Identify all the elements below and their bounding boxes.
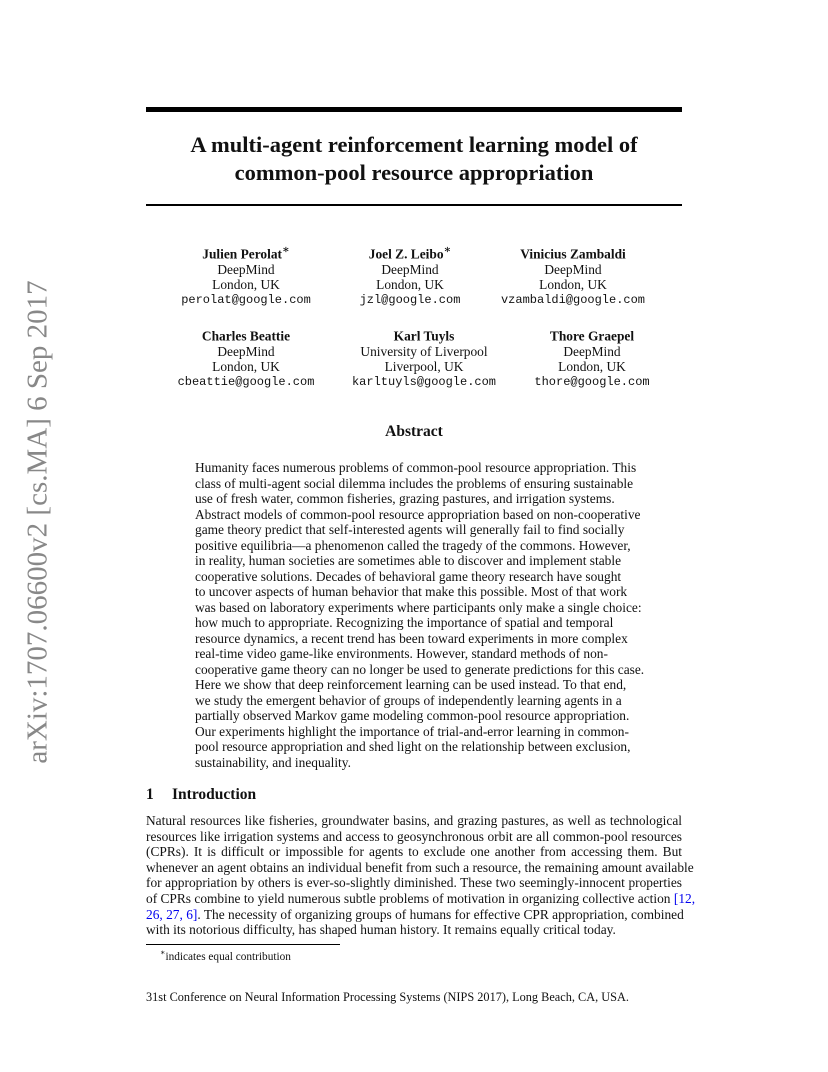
author-location: London, UK: [212, 277, 280, 293]
abstract-line: Our experiments highlight the importance of trial-and-error learning in common-: [195, 723, 629, 739]
author-block: [473, 243, 673, 308]
footnote-mark: ∗: [160, 948, 166, 957]
author-affiliation: DeepMind: [381, 261, 439, 277]
abstract-line: use of fresh water, common fisheries, grazing pastures, and irrigation systems.: [195, 491, 615, 506]
intro-text: of CPRs combine to yield numerous subtle problems of motivation in organizing collective action: [146, 890, 674, 906]
section-number: 1: [146, 786, 154, 803]
paper-title: [146, 131, 682, 187]
intro-line: for appropriation by others is ever-so-slightly diminished. These two seemingly-innocent properties: [146, 875, 682, 891]
abstract-line: cooperative game theory can no longer be used to generate predictions for this case.: [195, 661, 645, 677]
author-email[interactable]: jzl@google.com: [359, 292, 461, 307]
author-block: [146, 325, 346, 390]
footnote-text: indicates equal contribution: [165, 950, 291, 963]
abstract-line: partially observed Markov game modeling common-pool resource appropriation.: [195, 708, 630, 723]
abstract-line: Abstract models of common-pool resource appropriation based on non-cooperative: [195, 506, 641, 522]
intro-line: Natural resources like fisheries, groundwater basins, and grazing pastures, as well as technological: [146, 813, 682, 828]
footnote-rule: [146, 944, 340, 945]
author-email[interactable]: cbeattie@google.com: [177, 374, 315, 389]
author-name: Thore Graepel: [549, 328, 635, 344]
abstract-line: real-time video game-like environments. However, standard methods of non-: [195, 646, 608, 661]
author-name: Karl Tuyls: [393, 328, 455, 344]
introduction-paragraph: [146, 813, 696, 938]
author-location: Liverpool, UK: [384, 359, 464, 375]
citation-link[interactable]: [12,: [673, 890, 696, 906]
abstract-line: Humanity faces numerous problems of common-pool resource appropriation. This: [195, 460, 637, 475]
intro-line: with its notorious difficulty, has shaped human history. It remains equally critical today.: [146, 922, 616, 938]
top-rule: [146, 107, 682, 112]
author-affiliation: DeepMind: [217, 343, 275, 359]
author-email[interactable]: karltuyls@google.com: [351, 374, 497, 389]
intro-line: [146, 890, 696, 907]
intro-line: (CPRs). It is difficult or impossible for agents to exclude one another from accessing them. But: [146, 844, 682, 860]
intro-line: whenever an agent obtains an individual benefit from such a resource, the remaining amount available: [146, 859, 694, 875]
abstract-line: pool resource appropriation and shed light on the relationship between exclusion,: [195, 739, 631, 754]
conference-note: 31st Conference on Neural Information Processing Systems (NIPS 2017), Long Beach, CA, USA.: [146, 990, 629, 1004]
author-location: London, UK: [558, 359, 626, 375]
author-name: Vinicius Zambaldi: [520, 246, 626, 262]
abstract-line: class of multi-agent social dilemma includes the problems of ensuring sustainable: [195, 475, 634, 491]
author-affiliation: University of Liverpool: [360, 343, 488, 359]
abstract-line: resource dynamics, a recent trend has been toward experiments in more complex: [195, 630, 628, 646]
abstract-line: how much to appropriate. Recognizing the importance of spatial and temporal: [195, 615, 614, 630]
abstract-line: we study the emergent behavior of groups of independently learning agents in a: [195, 692, 622, 708]
author-name: Joel Z. Leibo∗: [368, 244, 452, 262]
citation-link[interactable]: 27,: [166, 906, 183, 922]
author-email[interactable]: perolat@google.com: [181, 292, 311, 307]
abstract-line: in reality, human societies are sometimes able to discover and implement stable: [195, 553, 622, 568]
author-location: London, UK: [376, 277, 444, 293]
author-location: London, UK: [212, 359, 280, 375]
author-affiliation: DeepMind: [563, 343, 621, 359]
intro-line: resources like irrigation systems and access to geosynchronous orbit are all common-pool resources: [146, 828, 682, 844]
abstract-line: cooperative solutions. Decades of behavioral game theory research have sought: [195, 568, 622, 584]
author-location: London, UK: [539, 277, 607, 293]
intro-text: . The necessity of organizing groups of humans for effective CPR appropriation, combined: [197, 906, 684, 922]
abstract-line: positive equilibria—a phenomenon called the tragedy of the commons. However,: [195, 537, 631, 553]
author-block: [492, 325, 692, 390]
abstract-line: Here we show that deep reinforcement learning can be used instead. To that end,: [195, 677, 627, 692]
abstract-line: to uncover aspects of human behavior that make this possible. Most of that work: [195, 584, 628, 599]
section-heading: [146, 786, 256, 804]
author-affiliation: DeepMind: [217, 261, 275, 277]
author-name: Julien Perolat∗: [202, 244, 290, 262]
abstract-body: [195, 460, 645, 770]
title-bottom-rule: [146, 204, 682, 206]
citation-link[interactable]: 26,: [146, 906, 163, 922]
section-title: Introduction: [172, 786, 257, 803]
citation-link[interactable]: 6]: [186, 906, 198, 922]
author-affiliation: DeepMind: [544, 261, 602, 277]
title-line-1: A multi-agent reinforcement learning model of: [190, 132, 638, 157]
abstract-line: game theory predict that self-interested agents will generally fail to find socially: [195, 522, 625, 537]
abstract-heading: Abstract: [385, 423, 443, 440]
author-email[interactable]: vzambaldi@google.com: [500, 292, 646, 307]
author-name: Charles Beattie: [201, 328, 291, 344]
title-line-2: common-pool resource appropriation: [234, 160, 594, 185]
footnote: [160, 948, 291, 963]
intro-line: [146, 907, 682, 923]
abstract-line: sustainability, and inequality.: [195, 754, 351, 770]
author-email[interactable]: thore@google.com: [534, 374, 650, 389]
arxiv-identifier: arXiv:1707.06600v2 [cs.MA] 6 Sep 2017: [21, 280, 54, 764]
abstract-line: was based on laboratory experiments where participants only make a single choice:: [195, 599, 642, 615]
